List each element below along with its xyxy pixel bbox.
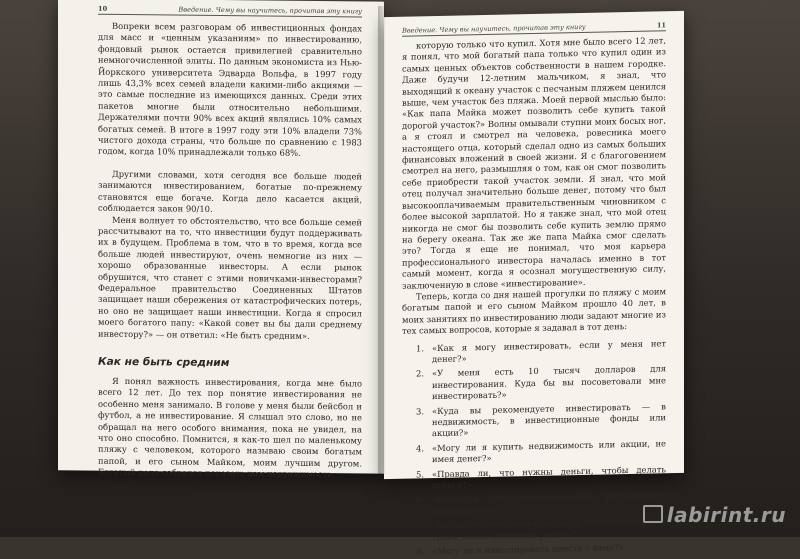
section-heading: Как не быть средним (98, 355, 230, 370)
list-item: 3. «Куда вы рекомендуете инвестировать — в недвижимость, в инвестиционные фонды или акции?» (416, 400, 666, 439)
left-page (58, 0, 384, 480)
left-running-title: Введение. Чему вы научитесь, прочитав эту книгу (178, 5, 362, 16)
watermark-text: labirint.ru (666, 503, 786, 527)
right-running-title: Введение. Чему вы научитесь, прочитав эту книгу (402, 22, 586, 35)
list-item: 4. «Могу ли я купить недвижимость или акции, не имея денег?» (416, 438, 666, 465)
right-running-head (402, 21, 666, 37)
right-body (402, 35, 666, 558)
left-paragraph-3: Меня волнует то обстоятельство, что все больше семей рассчитывают на то, что инвестиции будут поддерживать их в будущем. Проблема в том, что в то время, когда все больше людей инвестируют, очень немногие из них — хорошо образованные инвесторы. А если рынок обрушится, что станет с этими новичками-инвесторами? Федеральное правительство Соединенных Штатов защищает наши сбережения от катастрофических потерь, но оно не защищает наши инвестиции. Когда я спросил моего богатого папу: «Какой совет вы бы дали среднему инвестору?» — он ответил: «Не быть средним». (98, 214, 362, 341)
list-item: 6. «Является ли инвестирование рискованным предприятием?» (416, 489, 666, 516)
list-item: 7. «Как вы можете получать такие высокие доходы с таким незначительным риском?» (416, 515, 666, 542)
left-paragraph-1: Вопреки всем разговорам об инвестиционных фондах для масс и «ценным указаниям» по инвестированию, фондовый рынок остается привилегией сравнительно немногочисленной элиты. По данным экономиста из Нью-Йоркского университета Эдварда Вольфа, в 1997 году лишь 43,3% всех семей владели какими-либо акциями — это самые последние из имеющихся данных. Среди этих пакетов многие были относительно небольшими. Держателями почти 90% всех акций являлись 10% самых богатых семей. В итоге в 1997 году эти 10% владели 73% чистого дохода страны, что больше по сравнению с 1983 годом, когда 10% принадлежали только 68%. (98, 20, 362, 159)
right-paragraph-1: которую только что купил. Хотя мне было всего 12 лет, я понял, что мой богатый папа только что купил один из самых ценных объектов собственности в нашем городке. Даже будучи 12-летним мальчиком, я знал, что выходящий к океану участок с песчаным пляжем ценился выше, чем участок без пляжа. Моей первой мыслью было: «Как папа Майка может позволить себе купить такой дорогой участок?» Волны омывали ступни моих босых ног, а я стоял и смотрел на человека, ровесника моего настоящего отца, который сделал одно из самых больших финансовых вложений в своей жизни. Я с благоговением смотрел на него, размышляя о том, как он смог позволить себе приобрести такой участок земли. Я знал, что мой отец получал значительно больше денег, потому что был высокооплачиваемым правительственным чиновником с более высокой зарплатой. Но я также знал, что мой отец никогда не смог бы позволить себе купить землю прямо на берегу океана. Так же же папа Майка смог сделать это? Тогда я еще не понимал, что моя карьера профессионального инвестора началась именно в тот самый момент, когда я осознал могущественную силу, заключенную в слове «инвестирование». (402, 35, 666, 291)
watermark-logo-icon (643, 505, 663, 523)
list-item: 5. «Правда ли, что нужны деньги, чтобы делать деньги?» (416, 463, 666, 491)
left-paragraph-2: Другими словами, хотя сегодня все больше людей занимаются инвестированием, богатые по-прежнему становятся еще богаче. Когда дело касается акций, соблюдается закон 90/10. (98, 168, 362, 215)
list-item: 1. «Как я могу инвестировать, если у меня нет денег?» (416, 337, 666, 365)
right-page (384, 11, 684, 557)
left-body (98, 21, 362, 481)
list-item: 8. «Могу ли я инвестировать вместе с вами?» (416, 542, 624, 557)
right-page-number: 11 (656, 21, 666, 30)
left-page-number: 10 (98, 4, 108, 13)
questions-list (402, 338, 666, 558)
left-running-head (98, 5, 362, 18)
book-spine-shadow (378, 6, 392, 474)
watermark (643, 503, 786, 527)
list-item: 2. «У меня есть 10 тысяч долларов для инвестирования. Куда бы вы посоветовали мне инвестировать?» (416, 363, 666, 402)
left-section-paragraph-1: Я понял важность инвестирования, когда мне было всего 12 лет. До тех пор понятие инвестирования не особенно меня занимало. В голове у меня были бейсбол и футбол, а не инвестирование. Я слышал это слово, но не обращал на него особого внимания, пока не увидел, на что оно способно. Помнится, я как-то шел по маленькому пляжу с человеком, которого называю своим богатым папой, и его сыном Майком, моим лучшим другом. Богатый папа собрался показать нам недвижимость, (98, 375, 362, 480)
right-paragraph-2: Теперь, когда со дня нашей прогулки по пляжу с моим богатым папой и его сыном Майком прошло 40 лет, в моих занятиях по инвестированию люди задают многие из тех самых вопросов, которые я задавал в тот день: (402, 286, 666, 336)
